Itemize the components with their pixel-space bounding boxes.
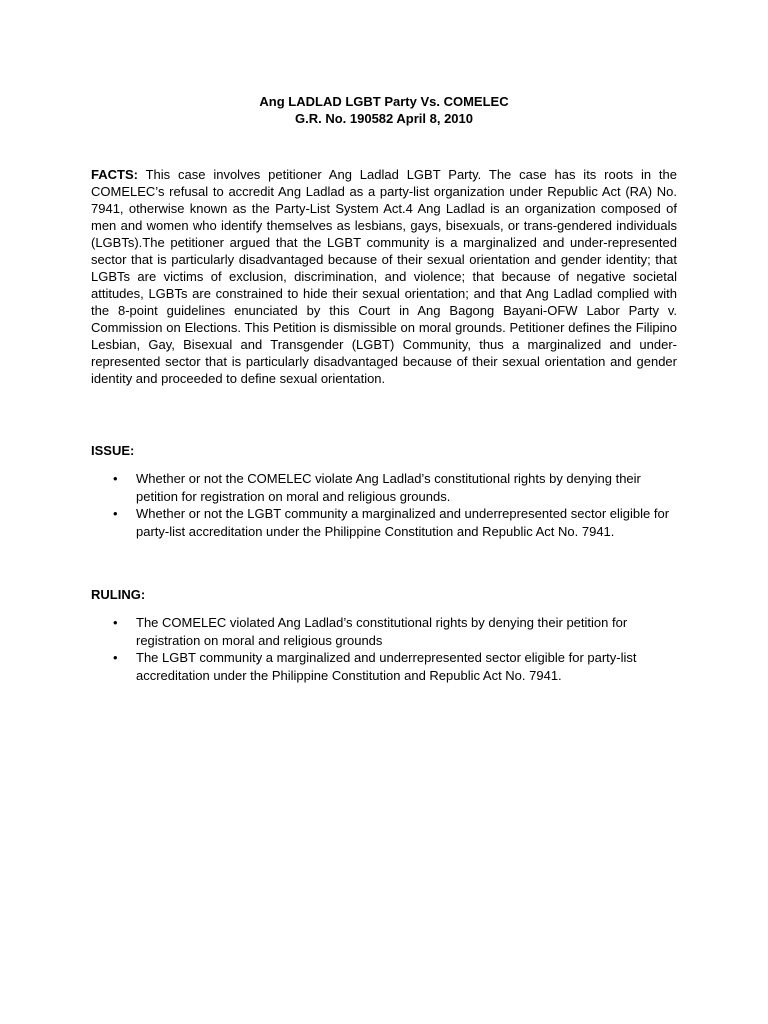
facts-label: FACTS: bbox=[91, 167, 138, 182]
facts-text: This case involves petitioner Ang Ladlad LGBT Party. The case has its roots in the COMELEC’s refusal to accredit Ang Ladlad as a party-list organization under Republic Act (RA) No. 7941, otherwise known as the Party-List System Act.4 Ang Ladlad is an organization composed of men and women who identify themselves as lesbians, gays, bisexuals, or trans-gendered individuals (LGBTs).The petitioner argued that the LGBT community is a marginalized and under-represented sector that is particularly disadvantaged because of their sexual orientation and gender identity; that LGBTs are victims of exclusion, discrimination, and violence; that because of negative societal attitudes, LGBTs are constrained to hide their sexual orientation; and that Ang Ladlad complied with the 8-point guidelines enunciated by this Court in Ang Bagong Bayani-OFW Labor Party v. Commission on Elections. This Petition is dismissible on moral grounds. Petitioner defines the Filipino Lesbian, Gay, Bisexual and Transgender (LGBT) Community, thus a marginalized and under-represented sector that is particularly disadvantaged because of their sexual orientation and gender identity and proceeded to define sexual orientation. bbox=[91, 167, 677, 386]
bullet-icon: • bbox=[113, 615, 118, 630]
issue-text: Whether or not the LGBT community a marginalized and underrepresented sector eligible for party-list accreditation under the Philippine Constitution and Republic Act No. 7941. bbox=[136, 506, 670, 539]
case-title: Ang LADLAD LGBT Party Vs. COMELEC bbox=[259, 94, 509, 109]
list-item bbox=[91, 505, 677, 540]
list-item bbox=[91, 614, 677, 649]
list-item bbox=[91, 649, 677, 684]
ruling-text: The COMELEC violated Ang Ladlad’s constitutional rights by denying their petition for registration on moral and religious grounds bbox=[136, 615, 628, 648]
bullet-icon: • bbox=[113, 471, 118, 486]
title-block bbox=[0, 93, 768, 127]
issue-heading: ISSUE: bbox=[91, 443, 135, 458]
facts-paragraph bbox=[91, 166, 677, 387]
bullet-icon: • bbox=[113, 650, 118, 665]
list-item bbox=[91, 470, 677, 505]
bullet-icon: • bbox=[113, 506, 118, 521]
issue-text: Whether or not the COMELEC violate Ang Ladlad’s constitutional rights by denying their petition for registration on moral and religious grounds. bbox=[136, 471, 641, 504]
ruling-list bbox=[91, 614, 677, 684]
ruling-heading: RULING: bbox=[91, 587, 146, 602]
ruling-text: The LGBT community a marginalized and underrepresented sector eligible for party-list accreditation under the Philippine Constitution and Republic Act No. 7941. bbox=[136, 650, 637, 683]
case-citation: G.R. No. 190582 April 8, 2010 bbox=[295, 111, 473, 126]
issue-list bbox=[91, 470, 677, 540]
